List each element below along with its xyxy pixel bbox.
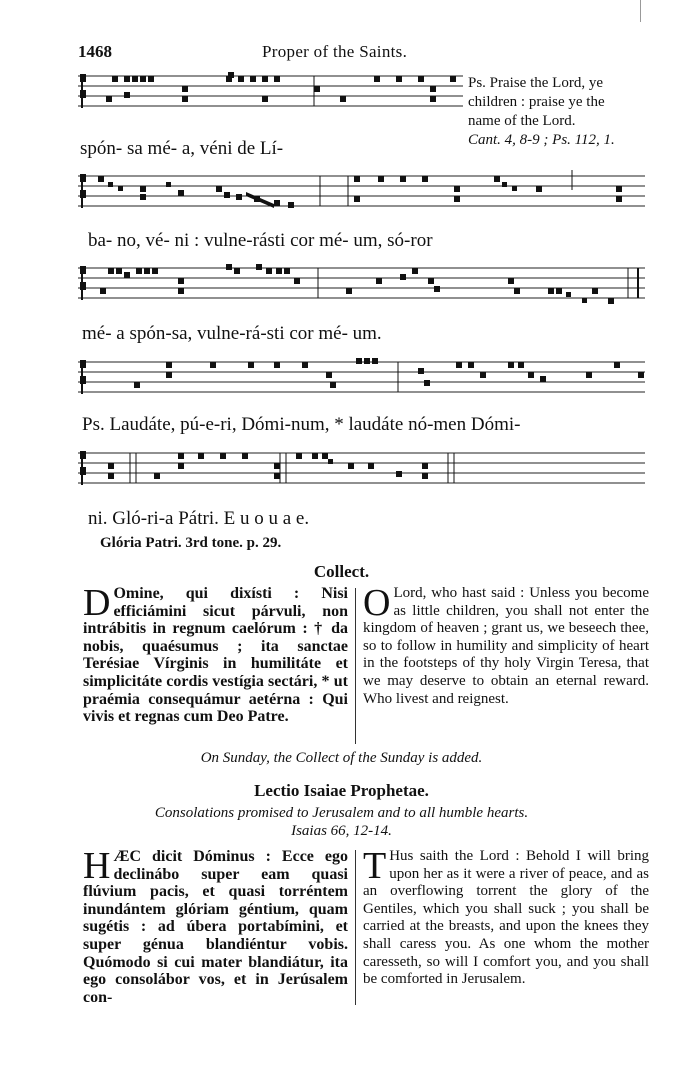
collect-english-body: Lord, who hast said : Unless you become as little children, you shall not enter the kingdom of heaven ; grant us, we beseech thee, so to follow in humility and simplicity of heart in the footsteps of thy holy Virgin Teresa, that we may deserve to obtain an eternal reward. Who livest and reignest. <box>363 585 649 707</box>
lyric-line-1: spón- sa mé- a, véni de Lí- <box>80 138 284 159</box>
lesson-english-initial: T <box>363 845 387 887</box>
collect-latin-initial: D <box>83 582 111 624</box>
chant-staff-4 <box>78 356 645 402</box>
lyric-line-4: Ps. Laudáte, pú-e-ri, Dómi-num, * laudáte nó-men Dómi- <box>82 414 521 435</box>
lesson-latin-text <box>83 845 348 1006</box>
collect-title: Collect. <box>313 562 370 581</box>
lesson-latin-initial: H <box>83 845 111 887</box>
lesson-reference: Isaias 66, 12-14. <box>291 823 392 839</box>
psalm-side-note <box>468 74 658 150</box>
lesson-english-text <box>363 845 649 989</box>
lyric-line-2: ba- no, vé- ni : vulne-rásti cor mé- um, só-ror <box>88 230 433 251</box>
psalm-note-reference: Cant. 4, 8-9 ; Ps. 112, 1. <box>468 132 615 148</box>
lyric-line-5: ni. Gló-ri-a Pátri. E u o u a e. <box>88 508 310 529</box>
lesson-column-divider <box>355 850 356 1005</box>
collect-latin-text <box>83 582 348 726</box>
collect-english-initial: O <box>363 582 391 624</box>
sunday-note: On Sunday, the Collect of the Sunday is added. <box>200 750 483 766</box>
collect-column-divider <box>355 588 356 744</box>
gloria-patri-note: Glória Patri. 3rd tone. p. 29. <box>100 535 282 551</box>
lesson-latin-body: ÆC dicit Dóminus : Ecce ego declinábo super eam quasi flúvium pacis, et quasi torréntem inundántem glóriam géntium, quam sugétis : ad úbera portabímini, et super génua blandiéntur vobis. Quómodo si cui mater blandiátur, ita ego consolábor vos, et in Jerúsalem con- <box>83 848 348 1006</box>
chant-staff-1 <box>78 72 463 116</box>
lesson-english-body: Hus saith the Lord : Behold I will bring upon her as it were a river of peace, and as an overflowing torrent the glory of the Gentiles, which you shall suck ; you shall be carried at the breasts, and upon the knees they shall caress you. As one whom the mother caresseth, so will I comfort you, and you shall be comforted in Jerusalem. <box>363 848 649 988</box>
lyric-line-3: mé- a spón-sa, vulne-rá-sti cor mé- um. <box>82 323 382 344</box>
page-edge-mark <box>640 0 641 22</box>
running-title: Proper of the Saints. <box>262 42 408 61</box>
psalm-note-line-1: Ps. Praise the Lord, ye <box>468 75 603 91</box>
collect-latin-body: Omine, qui dixísti : Nisi efficiámini sicut párvuli, non intrábitis in regnum caelórum : † da nobis, quaésumus ; ita sanctae Terésiae Vírginis in humilitáte et simplicitáte cordis vestígia sectári, * ut praémia consequámur aetérna : Qui vivis et regnas cum Deo Patre. <box>83 585 348 726</box>
chant-staff-5 <box>78 447 645 493</box>
psalm-note-line-3: name of the Lord. <box>468 113 576 129</box>
chant-staff-3 <box>78 262 645 308</box>
collect-english-text <box>363 582 649 708</box>
psalm-note-line-2: children : praise ye the <box>468 94 605 110</box>
chant-staff-2 <box>78 170 645 216</box>
lesson-title: Lectio Isaiae Prophetae. <box>254 781 429 800</box>
lesson-subtitle: Consolations promised to Jerusalem and to all humble hearts. <box>154 805 529 821</box>
page-number: 1468 <box>78 42 112 61</box>
